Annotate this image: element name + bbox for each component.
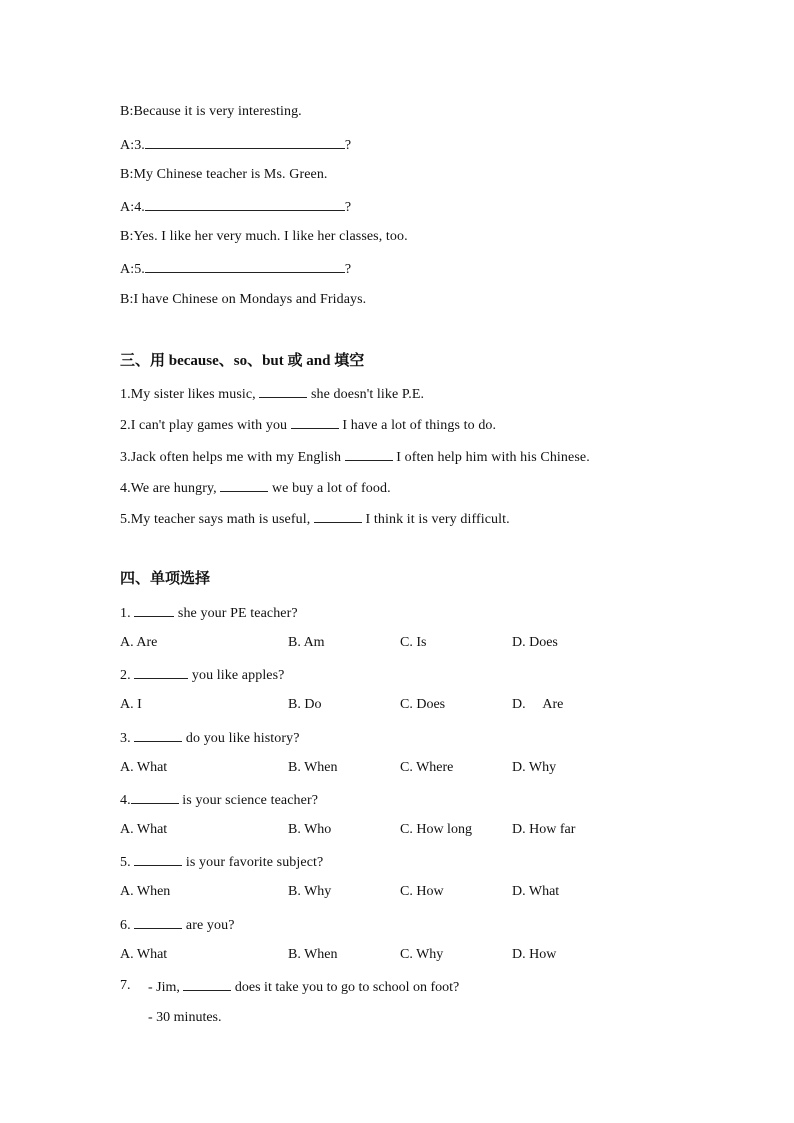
option-a[interactable]: A. What	[120, 760, 168, 775]
question-text: she your PE teacher?	[174, 606, 298, 621]
answer-blank[interactable]	[134, 602, 174, 617]
option-b[interactable]: B. When	[288, 760, 338, 775]
dialogue-line-a-5	[120, 258, 351, 278]
question-number: 7.	[120, 978, 131, 993]
dialogue-line-b-4	[120, 290, 366, 310]
option-a[interactable]: A. What	[120, 947, 168, 962]
question-number: 6.	[120, 918, 135, 933]
option-d[interactable]: D. What	[512, 884, 560, 899]
question-mark: ?	[344, 200, 352, 215]
option-b[interactable]: B. Why	[288, 884, 332, 899]
option-b[interactable]: B. Who	[288, 822, 332, 837]
option-a[interactable]: A. What	[120, 822, 168, 837]
question-number: 5.	[120, 855, 135, 870]
option-b[interactable]: B. When	[288, 947, 338, 962]
question-text: you like apples?	[188, 668, 285, 683]
answer-blank[interactable]	[145, 258, 345, 273]
section-4-heading: 四、单项选择	[120, 571, 211, 587]
question-text: does it take you to go to school on foot?	[231, 980, 460, 995]
answer-blank[interactable]	[145, 196, 345, 211]
dialogue-line-b-1	[120, 102, 302, 122]
dialogue-text: My Chinese teacher is Ms. Green.	[133, 167, 328, 182]
answer-blank[interactable]	[134, 664, 188, 679]
mc-question-2	[120, 664, 285, 684]
mc-options-1	[120, 633, 640, 653]
option-a[interactable]: A. Are	[120, 635, 158, 650]
item-text: 3.Jack often helps me with my English	[120, 450, 345, 465]
answer-blank[interactable]	[134, 851, 182, 866]
mc-options-5	[120, 882, 640, 902]
item-text: I often help him with his Chinese.	[392, 450, 590, 465]
item-text: we buy a lot of food.	[268, 481, 391, 496]
fill-item-1	[120, 383, 424, 403]
option-d[interactable]: D. Why	[512, 760, 557, 775]
question-number: 3.	[134, 138, 145, 153]
dialogue-text: Yes. I like her very much. I like her classes, too.	[133, 229, 408, 244]
speaker: A:	[120, 262, 135, 277]
question-number: 2.	[120, 668, 135, 683]
dialogue-line-b-3	[120, 227, 408, 247]
fill-item-5	[120, 508, 510, 528]
option-b[interactable]: B. Do	[288, 697, 322, 712]
question-number: 3.	[120, 731, 135, 746]
answer-blank[interactable]	[134, 727, 182, 742]
mc-question-1	[120, 602, 298, 622]
dialogue-line-a-4	[120, 196, 351, 216]
question-number: 4.	[120, 793, 131, 808]
option-b[interactable]: B. Am	[288, 635, 325, 650]
question-text: is your science teacher?	[178, 793, 319, 808]
dialogue-text: Because it is very interesting.	[133, 104, 302, 119]
dialogue-line-b-2	[120, 165, 328, 185]
option-c[interactable]: C. Where	[400, 760, 454, 775]
question-text: are you?	[182, 918, 235, 933]
option-d[interactable]: D. Are	[512, 697, 564, 712]
mc-question-7	[148, 976, 459, 996]
mc-question-3	[120, 727, 300, 747]
option-d[interactable]: D. Does	[512, 635, 558, 650]
mc-question-7-reply: - 30 minutes.	[148, 1010, 222, 1025]
speaker: B:	[120, 292, 134, 307]
question-text: is your favorite subject?	[182, 855, 324, 870]
question-mark: ?	[344, 262, 352, 277]
mc-options-6	[120, 945, 640, 965]
mc-options-3	[120, 758, 640, 778]
speaker: B:	[120, 167, 134, 182]
option-a[interactable]: A. I	[120, 697, 142, 712]
answer-blank[interactable]	[259, 383, 307, 398]
fill-item-3	[120, 446, 590, 466]
question-text: - Jim,	[148, 980, 184, 995]
mc-question-4	[120, 789, 318, 809]
item-text: 1.My sister likes music,	[120, 387, 260, 402]
fill-item-2	[120, 414, 496, 434]
mc-options-2	[120, 695, 640, 715]
speaker: B:	[120, 104, 134, 119]
option-d[interactable]: D. How far	[512, 822, 576, 837]
question-mark: ?	[344, 138, 352, 153]
section-3-heading: 三、用 because、so、but 或 and 填空	[120, 353, 365, 369]
speaker: A:	[120, 138, 135, 153]
option-c[interactable]: C. Is	[400, 635, 427, 650]
option-c[interactable]: C. How	[400, 884, 444, 899]
speaker: A:	[120, 200, 135, 215]
question-number: 4.	[134, 200, 145, 215]
item-text: I think it is very difficult.	[361, 512, 510, 527]
speaker: B:	[120, 229, 134, 244]
item-text: she doesn't like P.E.	[307, 387, 425, 402]
item-text: 5.My teacher says math is useful,	[120, 512, 314, 527]
mc-question-6	[120, 914, 235, 934]
mc-options-4	[120, 820, 640, 840]
fill-item-4	[120, 477, 391, 497]
answer-blank[interactable]	[291, 414, 339, 429]
item-text: 4.We are hungry,	[120, 481, 221, 496]
answer-blank[interactable]	[131, 789, 179, 804]
option-c[interactable]: C. Does	[400, 697, 446, 712]
answer-blank[interactable]	[220, 477, 268, 492]
option-a[interactable]: A. When	[120, 884, 171, 899]
answer-blank[interactable]	[183, 976, 231, 991]
mc-question-5	[120, 851, 323, 871]
answer-blank[interactable]	[345, 446, 393, 461]
answer-blank[interactable]	[314, 508, 362, 523]
question-number: 1.	[120, 606, 135, 621]
option-c[interactable]: C. How long	[400, 822, 472, 837]
option-d[interactable]: D. How	[512, 947, 557, 962]
question-number: 5.	[134, 262, 145, 277]
option-c[interactable]: C. Why	[400, 947, 444, 962]
dialogue-line-a-3	[120, 134, 351, 154]
item-text: 2.I can't play games with you	[120, 418, 291, 433]
dialogue-text: I have Chinese on Mondays and Fridays.	[133, 292, 367, 307]
question-text: do you like history?	[182, 731, 300, 746]
item-text: I have a lot of things to do.	[338, 418, 497, 433]
answer-blank[interactable]	[145, 134, 345, 149]
answer-blank[interactable]	[134, 914, 182, 929]
